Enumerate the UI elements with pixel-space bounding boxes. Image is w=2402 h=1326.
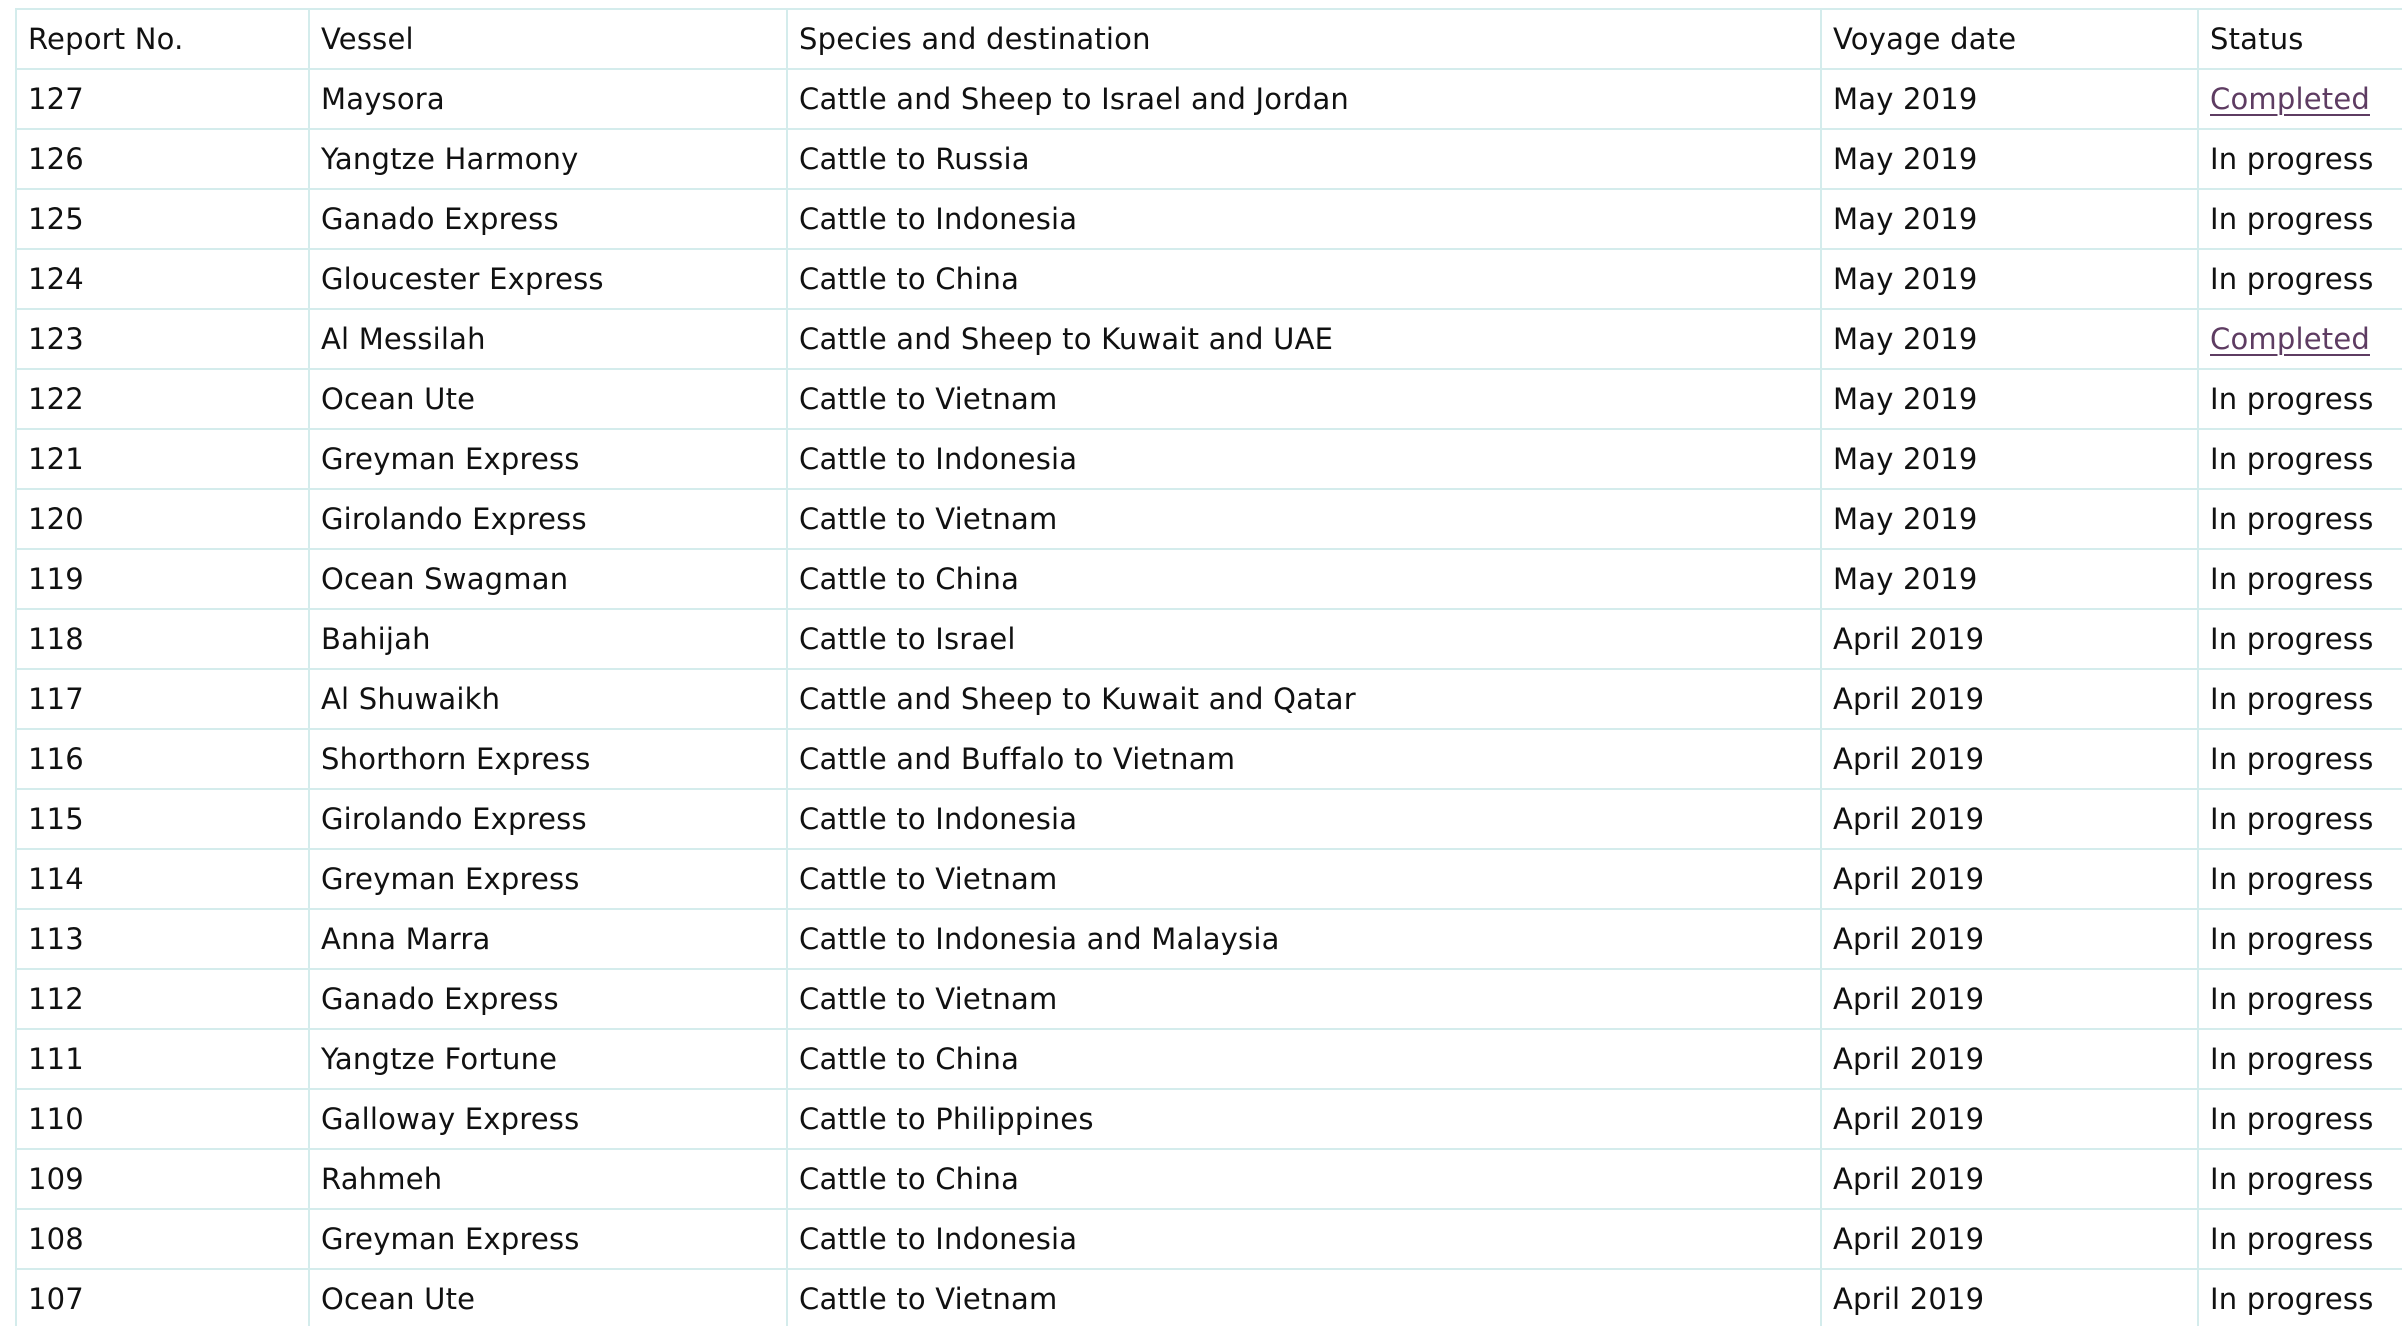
cell-status: In progress — [2198, 909, 2402, 969]
cell-status: In progress — [2198, 789, 2402, 849]
header-vessel: Vessel — [309, 9, 787, 69]
cell-species-destination: Cattle to Vietnam — [787, 1269, 1821, 1326]
cell-report-no: 113 — [16, 909, 309, 969]
cell-vessel: Ocean Ute — [309, 369, 787, 429]
cell-species-destination: Cattle and Sheep to Kuwait and UAE — [787, 309, 1821, 369]
cell-voyage-date: May 2019 — [1821, 309, 2198, 369]
cell-vessel: Galloway Express — [309, 1089, 787, 1149]
cell-status — [2198, 309, 2402, 369]
cell-vessel: Greyman Express — [309, 849, 787, 909]
cell-voyage-date: May 2019 — [1821, 429, 2198, 489]
cell-voyage-date: May 2019 — [1821, 249, 2198, 309]
cell-report-no: 110 — [16, 1089, 309, 1149]
cell-vessel: Al Shuwaikh — [309, 669, 787, 729]
cell-status: In progress — [2198, 489, 2402, 549]
cell-voyage-date: April 2019 — [1821, 969, 2198, 1029]
cell-report-no: 117 — [16, 669, 309, 729]
cell-vessel: Greyman Express — [309, 429, 787, 489]
header-report-no: Report No. — [16, 9, 309, 69]
cell-status: In progress — [2198, 969, 2402, 1029]
cell-status: In progress — [2198, 369, 2402, 429]
table-row — [16, 189, 2402, 249]
cell-species-destination: Cattle to Vietnam — [787, 369, 1821, 429]
cell-voyage-date: May 2019 — [1821, 549, 2198, 609]
cell-species-destination: Cattle to Indonesia — [787, 1209, 1821, 1269]
cell-vessel: Girolando Express — [309, 789, 787, 849]
cell-report-no: 112 — [16, 969, 309, 1029]
table-row — [16, 909, 2402, 969]
cell-voyage-date: April 2019 — [1821, 729, 2198, 789]
cell-vessel: Yangtze Fortune — [309, 1029, 787, 1089]
cell-vessel: Greyman Express — [309, 1209, 787, 1269]
cell-report-no: 115 — [16, 789, 309, 849]
cell-report-no: 125 — [16, 189, 309, 249]
cell-status: In progress — [2198, 1029, 2402, 1089]
cell-vessel: Al Messilah — [309, 309, 787, 369]
cell-report-no: 127 — [16, 69, 309, 129]
cell-species-destination: Cattle to China — [787, 549, 1821, 609]
status-completed-link[interactable]: Completed — [2210, 322, 2370, 356]
cell-species-destination: Cattle to Vietnam — [787, 489, 1821, 549]
cell-report-no: 107 — [16, 1269, 309, 1326]
table-row — [16, 789, 2402, 849]
cell-vessel: Ganado Express — [309, 189, 787, 249]
cell-species-destination: Cattle and Buffalo to Vietnam — [787, 729, 1821, 789]
cell-voyage-date: April 2019 — [1821, 909, 2198, 969]
reports-table — [15, 8, 2402, 1326]
cell-status: In progress — [2198, 429, 2402, 489]
header-row — [16, 9, 2402, 69]
cell-status: In progress — [2198, 1269, 2402, 1326]
cell-voyage-date: April 2019 — [1821, 849, 2198, 909]
table-row — [16, 129, 2402, 189]
cell-report-no: 126 — [16, 129, 309, 189]
cell-report-no: 124 — [16, 249, 309, 309]
cell-report-no: 108 — [16, 1209, 309, 1269]
cell-voyage-date: April 2019 — [1821, 609, 2198, 669]
cell-status: In progress — [2198, 1149, 2402, 1209]
cell-status: In progress — [2198, 669, 2402, 729]
cell-report-no: 111 — [16, 1029, 309, 1089]
cell-vessel: Ganado Express — [309, 969, 787, 1029]
table-row — [16, 849, 2402, 909]
table-row — [16, 369, 2402, 429]
table-row — [16, 249, 2402, 309]
cell-species-destination: Cattle to Russia — [787, 129, 1821, 189]
cell-vessel: Bahijah — [309, 609, 787, 669]
cell-report-no: 109 — [16, 1149, 309, 1209]
cell-report-no: 118 — [16, 609, 309, 669]
table-body — [16, 69, 2402, 1326]
cell-voyage-date: April 2019 — [1821, 1209, 2198, 1269]
table-row — [16, 1029, 2402, 1089]
cell-vessel: Maysora — [309, 69, 787, 129]
table-row — [16, 1209, 2402, 1269]
cell-vessel: Ocean Ute — [309, 1269, 787, 1326]
cell-voyage-date: April 2019 — [1821, 789, 2198, 849]
cell-species-destination: Cattle and Sheep to Israel and Jordan — [787, 69, 1821, 129]
cell-status: In progress — [2198, 729, 2402, 789]
cell-status: In progress — [2198, 849, 2402, 909]
cell-voyage-date: May 2019 — [1821, 69, 2198, 129]
cell-voyage-date: April 2019 — [1821, 1029, 2198, 1089]
cell-species-destination: Cattle to Indonesia — [787, 189, 1821, 249]
cell-status: In progress — [2198, 189, 2402, 249]
cell-report-no: 119 — [16, 549, 309, 609]
cell-vessel: Rahmeh — [309, 1149, 787, 1209]
table-row — [16, 1269, 2402, 1326]
table-row — [16, 609, 2402, 669]
cell-species-destination: Cattle to Indonesia — [787, 429, 1821, 489]
cell-species-destination: Cattle to Indonesia and Malaysia — [787, 909, 1821, 969]
cell-report-no: 122 — [16, 369, 309, 429]
cell-species-destination: Cattle to Philippines — [787, 1089, 1821, 1149]
cell-status: In progress — [2198, 1089, 2402, 1149]
cell-report-no: 123 — [16, 309, 309, 369]
table-row — [16, 309, 2402, 369]
cell-status: In progress — [2198, 1209, 2402, 1269]
header-status: Status — [2198, 9, 2402, 69]
cell-report-no: 120 — [16, 489, 309, 549]
cell-vessel: Girolando Express — [309, 489, 787, 549]
cell-status — [2198, 69, 2402, 129]
cell-status: In progress — [2198, 249, 2402, 309]
cell-report-no: 116 — [16, 729, 309, 789]
table-row — [16, 489, 2402, 549]
cell-vessel: Ocean Swagman — [309, 549, 787, 609]
cell-report-no: 121 — [16, 429, 309, 489]
cell-report-no: 114 — [16, 849, 309, 909]
status-completed-link[interactable]: Completed — [2210, 82, 2370, 116]
cell-voyage-date: April 2019 — [1821, 1149, 2198, 1209]
cell-vessel: Gloucester Express — [309, 249, 787, 309]
cell-species-destination: Cattle and Sheep to Kuwait and Qatar — [787, 669, 1821, 729]
cell-voyage-date: May 2019 — [1821, 189, 2198, 249]
header-species-destination: Species and destination — [787, 9, 1821, 69]
cell-status: In progress — [2198, 549, 2402, 609]
cell-species-destination: Cattle to Israel — [787, 609, 1821, 669]
table-row — [16, 969, 2402, 1029]
table-header — [16, 9, 2402, 69]
table-row — [16, 1089, 2402, 1149]
cell-species-destination: Cattle to China — [787, 249, 1821, 309]
cell-voyage-date: May 2019 — [1821, 369, 2198, 429]
cell-voyage-date: April 2019 — [1821, 1269, 2198, 1326]
cell-voyage-date: May 2019 — [1821, 489, 2198, 549]
cell-vessel: Anna Marra — [309, 909, 787, 969]
table-row — [16, 429, 2402, 489]
table-row — [16, 669, 2402, 729]
cell-voyage-date: April 2019 — [1821, 669, 2198, 729]
cell-vessel: Yangtze Harmony — [309, 129, 787, 189]
cell-voyage-date: April 2019 — [1821, 1089, 2198, 1149]
cell-species-destination: Cattle to China — [787, 1149, 1821, 1209]
cell-vessel: Shorthorn Express — [309, 729, 787, 789]
cell-voyage-date: May 2019 — [1821, 129, 2198, 189]
cell-species-destination: Cattle to Vietnam — [787, 849, 1821, 909]
table-row — [16, 69, 2402, 129]
table-row — [16, 729, 2402, 789]
cell-status: In progress — [2198, 609, 2402, 669]
cell-species-destination: Cattle to Indonesia — [787, 789, 1821, 849]
cell-species-destination: Cattle to Vietnam — [787, 969, 1821, 1029]
table-row — [16, 1149, 2402, 1209]
cell-status: In progress — [2198, 129, 2402, 189]
header-voyage-date: Voyage date — [1821, 9, 2198, 69]
table-row — [16, 549, 2402, 609]
cell-species-destination: Cattle to China — [787, 1029, 1821, 1089]
